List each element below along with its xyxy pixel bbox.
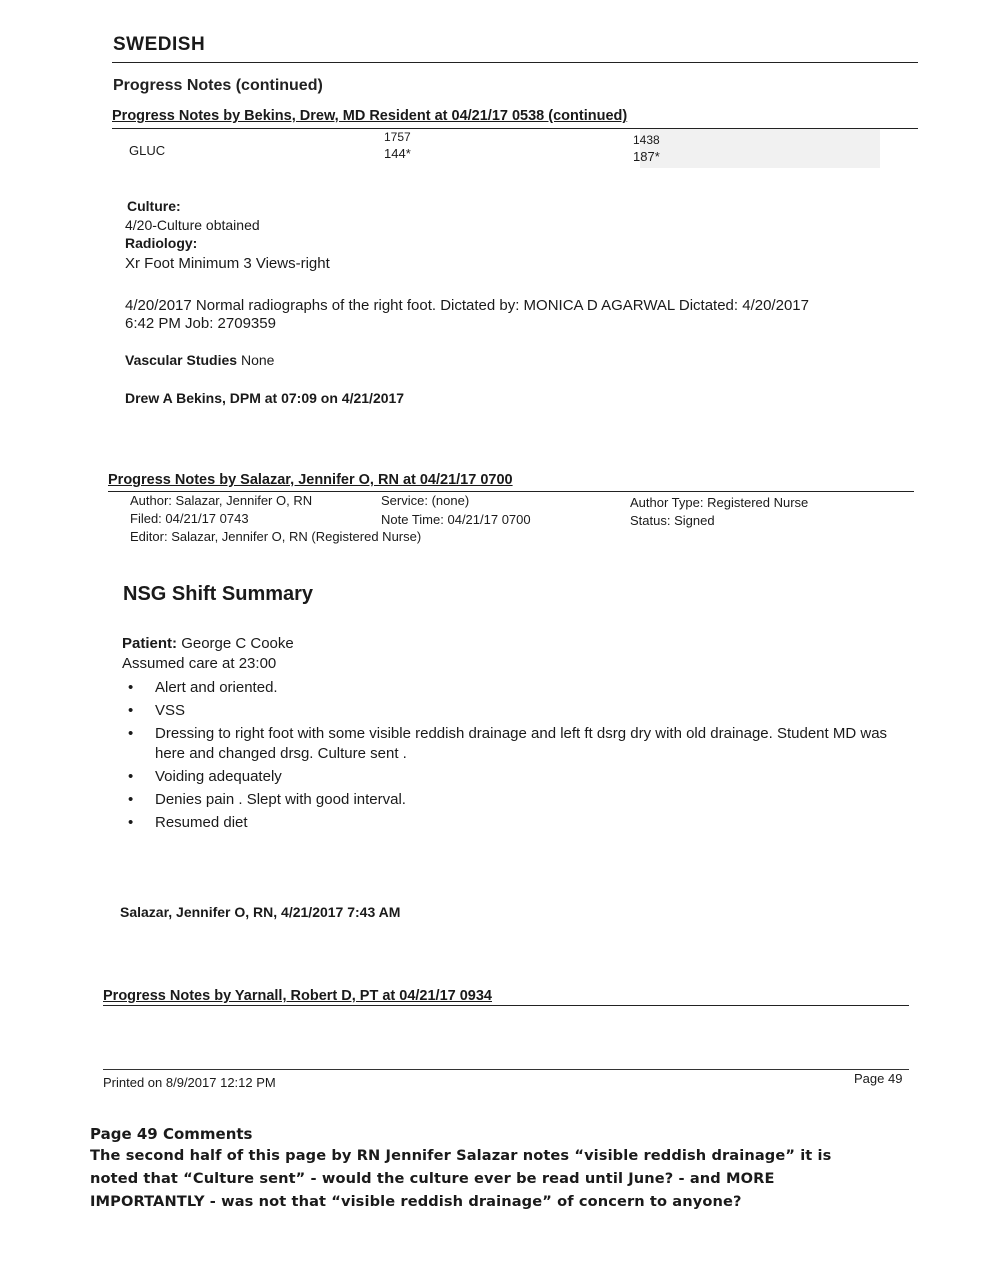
note2-rule [108,491,914,492]
shift-summary-list [122,678,912,836]
radiology-value: Xr Foot Minimum 3 Views-right [125,255,330,272]
status-label: Status: [630,513,671,528]
comments-line2: noted that “Culture sent” - would the culture ever be read until June? - and MORE [90,1170,775,1187]
editor-value: Salazar, Jennifer O, RN (Registered Nurse) [171,529,422,544]
filed-value: 04/21/17 0743 [165,511,249,526]
list-item: • Resumed diet [122,813,912,833]
assumed-care: Assumed care at 23:00 [122,655,277,672]
service-value: (none) [431,493,470,508]
note2-header: Progress Notes by Salazar, Jennifer O, RN at 04/21/17 0700 [108,472,513,488]
culture-label-text: Culture [127,198,176,214]
author-type-label: Author Type: [630,495,704,510]
note3-header: Progress Notes by Yarnall, Robert D, PT at 04/21/17 0934 [103,988,492,1004]
lab-name: GLUC [129,143,166,158]
service-label: Service: [381,493,428,508]
list-item: • VSS [122,701,912,721]
author-type-row [630,495,808,510]
editor-row [130,529,421,544]
vascular-value: None [240,352,275,368]
service-row [381,493,469,508]
author-row [130,493,312,508]
lab-col2-value: 187* [633,149,660,164]
status-value: Signed [674,513,715,528]
scan-artifact [640,128,880,168]
footer-rule [103,1069,909,1070]
note-time-label: Note Time: [381,512,444,527]
radiology-label: Radiology: [125,235,198,251]
list-item: • Alert and oriented. [122,678,912,698]
lab-col1-value: 144* [384,146,411,161]
comments-title: Page 49 Comments [90,1125,253,1143]
radiology-label-text: Radiology [125,235,193,251]
org-rule [112,62,918,63]
note-time-row [381,512,531,527]
comments-line1: The second half of this page by RN Jennifer Salazar notes “visible reddish drainage” it is [90,1147,832,1164]
vascular-studies [125,352,274,368]
culture-label: Culture: [127,198,181,214]
note1-rule [112,128,918,129]
note1-signature: Drew A Bekins, DPM at 07:09 on 4/21/2017 [125,390,405,406]
filed-row [130,511,249,526]
editor-label: Editor: [130,529,168,544]
note2-signature: Salazar, Jennifer O, RN, 4/21/2017 7:43 AM [120,904,401,920]
summary-title: NSG Shift Summary [123,583,314,605]
culture-value: 4/20-Culture obtained [125,217,260,233]
comments-line3: IMPORTANTLY - was not that “visible reddish drainage” of concern to anyone? [90,1193,742,1210]
note1-header: Progress Notes by Bekins, Drew, MD Resident at 04/21/17 0538 (continued) [112,108,628,124]
patient-label: Patient: [122,635,178,652]
vascular-label: Vascular Studies [125,352,238,368]
list-item: • Denies pain . Slept with good interval. [122,790,912,810]
author-type-value: Registered Nurse [707,495,809,510]
author-label: Author: [130,493,172,508]
author-value: Salazar, Jennifer O, RN [175,493,313,508]
patient-row [122,635,294,652]
radiology-result-line2: 6:42 PM Job: 2709359 [125,315,276,332]
list-item: • Voiding adequately [122,767,912,787]
radiology-result-line1: 4/20/2017 Normal radiographs of the right foot. Dictated by: MONICA D AGARWAL Dictated: 4/20/2017 [125,297,809,314]
lab-col1-time: 1757 [384,130,411,144]
patient-value: George C Cooke [181,635,294,652]
filed-label: Filed: [130,511,162,526]
note-time-value: 04/21/17 0700 [447,512,531,527]
lab-col2-time: 1438 [633,133,660,147]
note3-rule [103,1005,909,1006]
status-row [630,513,715,528]
org-name: SWEDISH [113,34,206,55]
printed-on: Printed on 8/9/2017 12:12 PM [103,1075,276,1090]
list-item: • Dressing to right foot with some visible reddish drainage and left ft dsrg dry with old drainage. Student MD was here and changed drsg. Culture sent . [122,724,912,764]
section-title: Progress Notes (continued) [113,77,323,94]
page-number: Page 49 [854,1071,903,1086]
